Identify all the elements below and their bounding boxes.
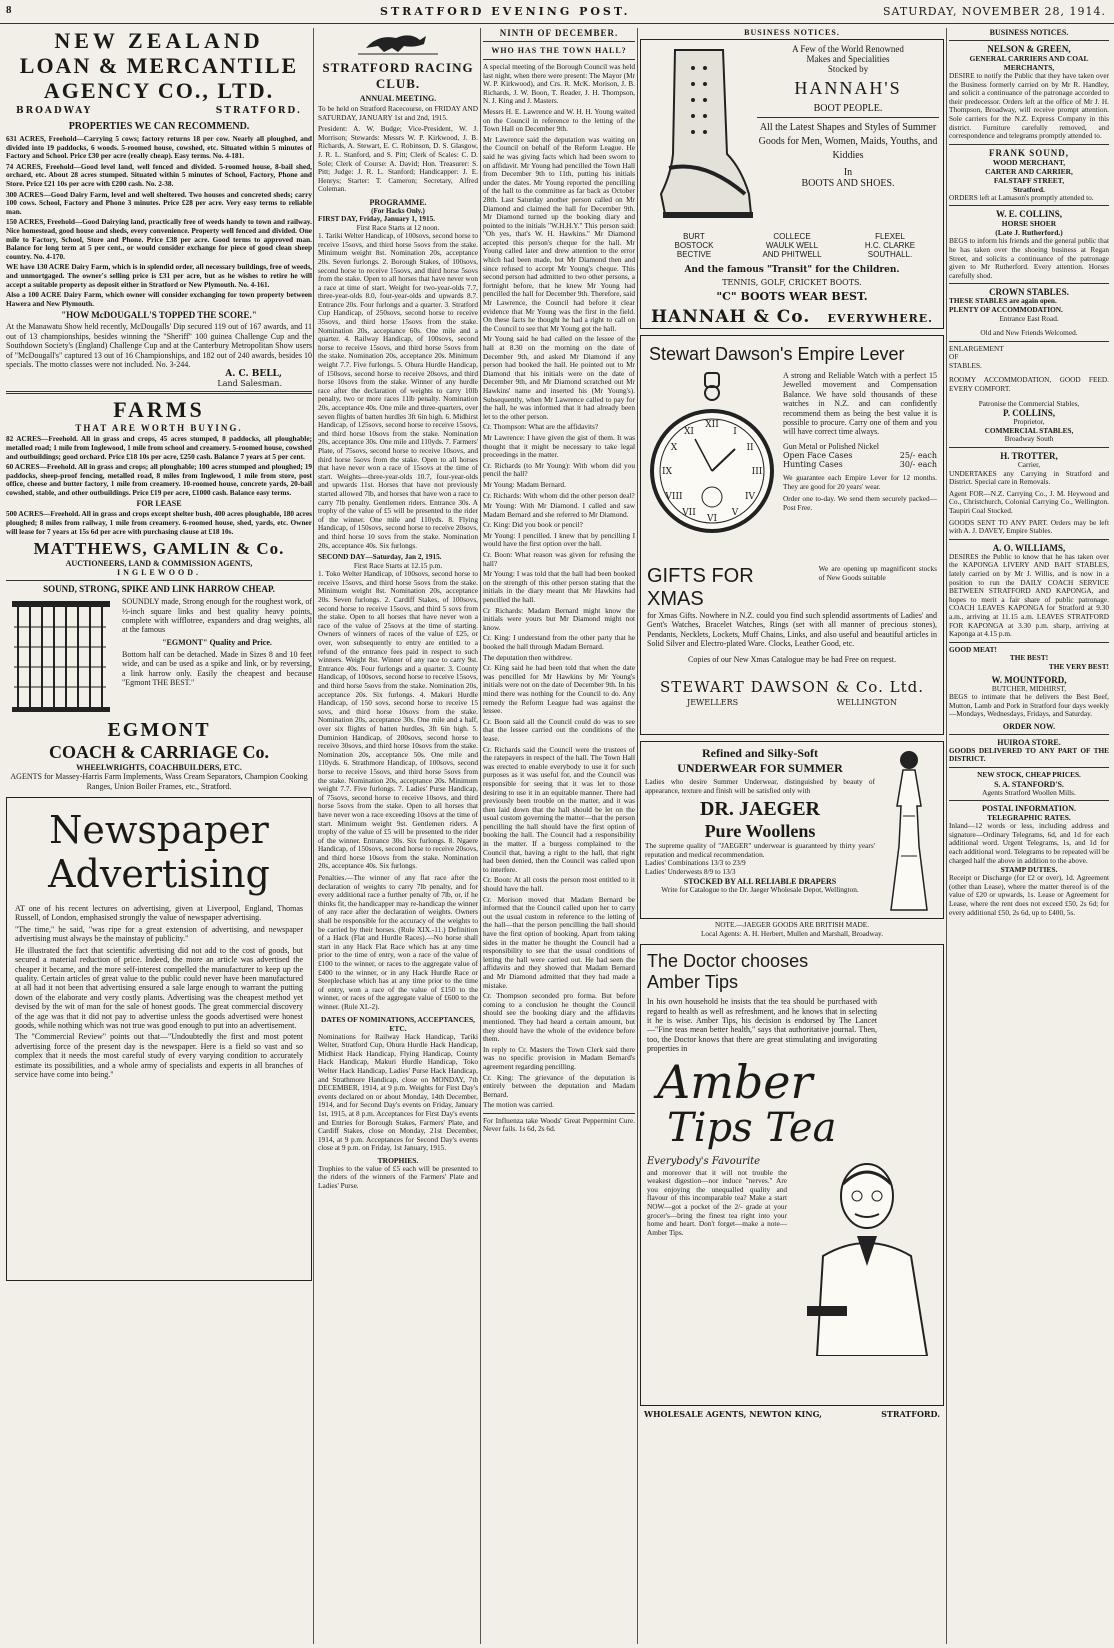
boot-illustration — [645, 44, 757, 228]
racing-penalties: Penalties.—The winner of any flat race after the declaration of weights to carry 7lb penalty, and for every additional race a further penalty of 7lb, or, if he thinks fit, the handicapper may re-handicap the winner of any race after the declaration of weights. Owners shall be responsible for the accuracy of the weights to be carried by their horses. (Rule XIX.-11.) Definition of a Hack (Flat and Hurdle Races).—No horse shall start in any Hack Flat Race which has at any time prior to the time of entry, won a race of the value of £100 to the winner, or races to the aggregate value of £400 to the winner, or in any Hack Hurdle Race or Steeplechase which has at any time prior to the time of entry, won a race of the value of £150 to the winner, or races of the aggregate value of £600 to the winner. (Rule XI.-2). — [318, 873, 478, 1011]
huiroa-title: HUIROA STORE. — [997, 737, 1061, 747]
jaeger-name-2: Pure Woollens — [704, 821, 816, 842]
hannah-line-4: BOOT PEOPLE. — [813, 103, 883, 114]
council-paragraph: Mr Young: I was told that the hall had been booked on the strength of this other person stating that the initials in the diary meant that Mr Hawkins had pencilled the hall. — [483, 569, 635, 605]
council-paragraph: Cr. Richards: With whom did the other person deal? — [483, 490, 635, 500]
jaeger-line-3: Ladies who desire Summer Underwear, distinguished by beauty of appearance, texture and finish will be satisfied only with — [645, 777, 875, 795]
harrow-body-2: Bottom half can be detached. Made in Sizes 8 and 10 feet wide, and can be used as a spike and link, or by reversing, a link harrow only. Easily the cheapest and because "Egmont THE BEST." — [122, 649, 312, 688]
c5-heading: BUSINESS NOTICES. — [989, 28, 1069, 37]
stamp-title: STAMP DUTIES. — [1000, 865, 1058, 875]
stewart-catalogue: Copies of our New Xmas Catalogue may be had Free on request. — [688, 654, 896, 664]
trotter-role: Carrier, — [1017, 460, 1041, 470]
egmont-title-1: EGMONT — [107, 719, 211, 742]
racing-officials: President: A. W. Budge; Vice-President, W. J. Morrison; Stewards: Messrs W. P. Kirkwood, J. B. Richards, A. Stewart, E. C. Robinson, D. S. Glasgow, J. R. L. Stanford, and S. Pitt; Clerk of Scales: C. D. Sole; Clerk of Course: A. David; Hon. Treasurer: S. Pitt; Judge: J. R. L. Stanford; Handicapper: J. E. Henrys; Starter: T. Cameron; Secretary, Alfred Coleman. — [318, 124, 478, 194]
nz-loan-listing: WE have 130 ACRE Dairy Farm, which is in splendid order, all necessary buildings, free of weeds, and unmortgaged. The owner's selling price is £31 per acre, but as he wishes to retire he will accept a suitable property as deposit either in Stratford or New Plymouth. No. 4-161. — [6, 262, 312, 289]
council-subheading: WHO HAS THE TOWN HALL? — [491, 46, 627, 55]
amber-body-2: and moreover that it will not trouble the weakest digestion—nor induce "nerves." Are you enjoying the unequalled quality and flavour of this incomparable tea? Make a start NOW—got a pocket of the 2/- grade at your grocer's—bring the finest tea right into your home and heart. Don't forget—make a note—Amber Tips. — [647, 1167, 787, 1237]
farms-subtitle: THAT ARE WORTH BUYING. — [75, 423, 243, 434]
advertising-paragraph: He illustrated the fact that scientific advertising did not add to the cost of goods, but secured a material reduction of price. Indeed, the more an article was advertised the cheaper it became, and the more self-interest compelled the manufacturer to keep up the quality. Certain articles of great value to the public could never have been manufactured at all had it not been that advertising ensured a sale large enough to warrant the putting down of the elaborate and very costly plants. Advertising was the cheapest method yet devised by the wit of man for the sale of honest goods. The great commercial discovery of the age was that it did not pay to advertise unless the goods advertised were honest goods, while nothing which was not true was good enough to put into an advertisement. — [15, 945, 303, 1030]
racing-subtitle: ANNUAL MEETING. — [359, 94, 437, 103]
hannah-maker: WAULK WELL — [765, 241, 819, 250]
sound-body: ORDERS left at Lamason's promptly attended to. — [949, 192, 1094, 202]
council-paragraph: In reply to Cr. Masters the Town Clerk said there was no specific provision in Madam Bernard's agreement regarding pencilling. — [483, 1044, 635, 1071]
nz-loan-address-right: STRATFORD. — [215, 106, 302, 116]
stewart-title: Stewart Dawson's Empire Lever — [649, 344, 905, 364]
stewart-price-2: 30/- each — [899, 460, 937, 470]
jaeger-ad — [640, 741, 944, 919]
racing-dates-body: Nominations for Railway Hack Handicap, Tariki Welter, Stratford Cup, Ohura Hurdle Hack Handicap, Midhirst Hack Handicap, Flying Handicap, County Hack Handicap, Makuri Hurdle Handicap, Toko Welter Hack Handicap, Ladies' Purse Hack Handicap, and Strathmore Handicap, close on MONDAY, 7th DECEMBER, 1914, at 9 p.m. Weights for First Day's events declared on or about Monday, 14th December, 1914, and for Second Day's events on Friday, January 1st, 1915, at 8 p.m. Acceptances for First Day's events and Entries for Borough Stakes, Farmers' Plate, and Cardiff Stakes, close on Monday, 21st December, 1914, at 9 p.m. Acceptances for Second Day's events close at 9 p.m. on Friday, 1st January, 1915. — [318, 1031, 478, 1153]
stewart-gifts-title: GIFTS FOR XMAS — [647, 565, 754, 610]
crown-line-3: Entrance East Road. — [999, 313, 1059, 323]
nz-loan-listing: 150 ACRES, Freehold—Good Dairying land, practically free of weeds handy to town and railway. Nice homestead, good house and sheds, every convenience. Property well fenced and divided. One mile to Factory, School, Store and Phone. Price £38 per acre. Good terms to approved man. Balance for long term at 5 per cent., or would consider exchange for piece of good clean sheep country. No. 4-170. — [6, 217, 312, 261]
council-paragraph: Mr Lawrence said the deputation was waiting on the Council on behalf of the Reform League. He said he was giving facts which had been sworn to on affidavit. Mr Young had pencilled the Town Hall from December 9th to 11th, putting his initials under the dates. Mr Young reported the pencilling of the hall to the committee as far back as October 28th. Last Saturday another person called on Mr Diamond and claimed the hall for December 9th. Mr Diamond turned up the booking diary and pointed to the initials "W.H.H.Y." This person said: "Oh yes, that's W. H. Hawkins." Mr Diamond accepted this person's cheque for the hall. Mr Young called later and drew attention to the error which had been made, but Mr Diamond then and since refused to accept Mr Young's cheque. This second person had admitted to two other persons, a fortnight before, that he knew Mr Young had pencilled the hall for December 9th. Therefore, said Mr Lawrence, the Council had before it clear evidence that Mr Young was the first in the field. On these facts he thought he had a right to call on the Council to see that Mr Young got the hall. — [483, 134, 635, 333]
sound-address: CARTER AND CARRIER, — [985, 166, 1073, 176]
matthews-town: INGLEWOOD. — [116, 568, 201, 578]
nelson-title: NELSON & GREEN, — [987, 44, 1071, 54]
pcollins-stables: COMMERCIAL STABLES, — [984, 425, 1074, 435]
advertising-paragraph: "The time," he said, "was ripe for a great extension of advertising, and newspaper advertising must always be the mainstay of publicity." — [15, 924, 303, 944]
jaeger-note: NOTE.—JAEGER GOODS ARE BRITISH MADE. — [714, 920, 870, 929]
stewart-gifts-side: We are opening up magnificent stocks of New Goods suitable — [818, 564, 937, 582]
council-paragraph: Cr. King: I understand from the other party that he booked the hall through Madam Bernard. — [483, 633, 635, 651]
hannah-line-2: Makes and Specialities — [806, 54, 890, 64]
crown-line-9: Patronise the Commercial Stables, — [978, 398, 1080, 408]
racing-day2-body: 1. Toko Welter Handicap, of 100sovs, second horse to receive 15sovs, and third horse 5sovs from the stake. Minimum weight 8st. Nomination 20s, acceptance 20s. Seven furlongs. 2. Cardiff Stakes, of 100sovs, second horse to receive 15sovs, and third 5 sovs from the stake. Open to all horses that have never won a race of the value of 25sovs at the time of starting. Owners of winners of races of the value of £25, or over, won subsequently to entry are entitled to a refund of the entrance fees paid in respect to such winners. Weight 8st. Winner of any race to carry 9st. Entrance 40s. Four furlongs and a quarter. 3. County Handicap, of 100sovs, second horse to receive 15sovs, and third horse 5sovs from the stake. Nomination 20s, acceptance 20s. Six furlongs. 4. Makuri Hurdle Handicap, of 150 sovs, second horse to receive 15 sovs, and third horse 10sovs from the stake. Nomination 20s, acceptance 30s. One mile and a half, over six flights of batten hurdles, 3ft 6in high. 5. Duminion Handicap, of 200sovs, second horse to receive 30sovs, and third horse 10sovs from the stake. Nomination 20s, acceptance 50s. One mile and 110yds. 6. Strathmore Handicap, of 100sovs, second horse to receive 15sovs, and third horse 5sovs from the stake. Nomination 20s, acceptance 20s. Minimum weight 7.7. Five furlongs. 7. Ladies' Purse Handicap, of 75sovs, second horse to receive 10sovs, and third horse 5sovs from the stake. Open to all horses that have never won a race exceeding 10sovs at the time of start. Minimum weight 9st. Gentlemen riders. A trophy of the value of £5 will be presented to the rider of the winner. Entrance 30s. Six furlongs. 8. Ngaere Handicap, of 150sovs, second horse to receive 20sovs, and third horse 10sovs from the stake. Nomination 20s, acceptance 40s. Six furlongs. — [318, 569, 478, 871]
egmont-agents: AGENTS for Massey-Harris Farm Implements, Wass Cream Separators, Champion Cooking Ranges, Union Boiler Frames, etc., Stratford. — [10, 772, 308, 791]
amber-logo-1: Amber — [657, 1054, 813, 1109]
column-3 — [483, 28, 635, 1644]
advertising-title-2: Advertising — [48, 852, 270, 897]
nz-loan-sign-name: A. C. BELL, — [225, 369, 282, 380]
crown-line-5: ENLARGEMENT — [949, 343, 1004, 353]
amber-footer-left: WHOLESALE AGENTS, NEWTON KING, — [644, 1409, 822, 1420]
crown-line-6: OF — [949, 352, 959, 362]
jaeger-line-2: UNDERWEAR FOR SUMMER — [677, 761, 843, 775]
trotter-body-2: Agent FOR—N.Z. Carrying Co., J. M. Heywood and Co., Christchurch, Colonial Carrying Co., Wellington. Taupiri Coal Stocked. — [949, 488, 1109, 515]
jaeger-line-8: Write for Catalogue to the Dr. Jaeger Wholesale Depot, Wellington. — [661, 884, 859, 894]
business-notices-heading: BUSINESS NOTICES. — [744, 28, 840, 37]
nz-loan-title-3: AGENCY CO., LTD. — [43, 78, 275, 103]
stewart-footer-left: JEWELLERS — [687, 698, 739, 708]
advertising-title-1: Newspaper — [49, 808, 269, 853]
hannah-line-3: Stocked by — [827, 64, 869, 74]
nz-loan-body: At the Manawatu Show held recently, McDougalls' Dip secured 119 out of 167 awards, and 11 out of 13 championships, besides winning the "Sheriff" 100 guinea Challenge Cup and the Southdown Society's (England) Challenge Cup and at the Canterbury Metropolitan Show users of "McDougall's" captured 13 out of 16 Championships, and 182 out of 240 awards, besides 10 specials. The motto classes were not included. No. 3-244. — [6, 322, 312, 369]
council-footer-ad: For Influenza take Woods' Great Peppermint Cure. Never fails. 1s 6d, 2s 6d. — [483, 1115, 635, 1134]
farms-lease-title: FOR LEASE — [136, 499, 182, 509]
hannah-line-8: And the famous "Transit" for the Children. — [684, 265, 900, 275]
hannah-line-10: "C" BOOTS WEAR BEST. — [716, 290, 868, 303]
crown-line-2: PLENTY OF ACCOMMODATION. — [949, 304, 1063, 314]
harrow-ad — [6, 584, 312, 791]
jaeger-line-1: Refined and Silky-Soft — [701, 746, 819, 760]
amber-tips-ad — [640, 944, 944, 1406]
nz-loan-listing: 300 ACRES—Good Dairy Farm, level and well sheltered. Two houses and concreted sheds; carry 100 cows. School, Factory and Phone 3 minutes. Price £28 per acre. Very easy terms to reliable man. — [6, 189, 312, 216]
jaeger-line-5: Ladies' Combinations 13/3 to 23/9 — [645, 858, 746, 868]
nelson-body: DESIRE to notify the Public that they have taken over the Business formerly carried on by Mr R. Handley, and solicit a continuance of the patronage accorded to their predecessor. Orders left at the office of Mr J. H. Thompson, Broadway, will receive prompt attention. Sole carriers for the N.Z. Express Company in this district. Furniture carefully removed, and correspondence and telegrams promptly attended to. — [949, 71, 1109, 141]
lady-figure-illustration — [879, 746, 939, 914]
advertising-paragraph: AT one of his recent lectures on advertising, given at Liverpool, England, Thomas Russell, of London, emphasised strongly the value of newspaper advertising. — [15, 904, 303, 923]
harrow-title: SOUND, STRONG, SPIKE AND LINK HARROW CHEAP. — [43, 584, 275, 595]
crown-title: CROWN STABLES. — [989, 287, 1069, 298]
harrow-quote: "EGMONT" Quality and Price. — [162, 637, 272, 647]
nelson-subtitle: GENERAL CARRIERS AND COAL MERCHANTS, — [969, 54, 1089, 72]
council-paragraph: Cr. Richards said the Council were the trustees of the ratepayers in respect of the hall. The Town Hall was erected to enable everybody to use it for such purposes as it was useful for, and the Council was responsible for seeing that it was let to those desiring to use it in an equitable manner. There had previously been trouble on the matter, and it was then laid down that the hall should be let on the usual custom governing the matter—that the person pencilling the hall should have the first option of booking the hall. The Council had a responsibility in the matter. If a burgess complained to the Council that, having a right to the hall, that right had been denied, then the Council was called upon to interfere. — [483, 744, 635, 874]
nz-loan-listing: Also a 100 ACRE Dairy Farm, which owner will consider exchanging for town property between Hawera and New Plymouth. — [6, 290, 312, 308]
collins-subtitle: HORSE SHOER — [1001, 219, 1057, 229]
column-2 — [318, 28, 478, 1644]
nz-loan-title-1: NEW ZEALAND — [54, 28, 264, 53]
svg-text:I: I — [733, 427, 737, 437]
farm-listing: 60 ACRES—Freehold. All in grass and crops; all ploughable; 100 acres stumped and ploughed; 19 paddocks, sheep-proof fencing, metalled road, 8 miles from Inglewood, 1 mile from store, post office, cheese and butter factory, 1 mile from creamery. 10-roomed house, concrete yards, 20-bail cowshed, stable, and other outbuildings. Price £19 per acre, £1000 cash. Balance easy terms. — [6, 462, 312, 497]
masthead — [0, 0, 1114, 24]
svg-text:II: II — [746, 443, 754, 453]
nz-loan-subtitle: PROPERTIES WE CAN RECOMMEND. — [68, 121, 250, 132]
collins-title: W. E. COLLINS, — [996, 209, 1062, 220]
jaeger-line-4: The supreme quality of "JAEGER" underwear is guaranteed by thirty years' reputation and medical recommendation. — [645, 841, 875, 859]
hannah-maker: BURT — [683, 232, 705, 241]
amber-body: In his own household he insists that the tea should be purchased with regard to health as well as refreshment, and he knows that in selecting it he is wise. Amber Tips, his decision is endorsed by The Lancet—"Fine teas mean better health," says that authoritative journal. Then, too, the Doctor knows that there are great stimulating and invigorating properties in — [647, 997, 877, 1054]
hannah-line-1: A Few of the World Renowned — [792, 44, 904, 54]
farms-listings — [6, 435, 312, 497]
stewart-price-2-label: Hunting Cases — [783, 460, 843, 470]
nz-loan-listing: 74 ACRES, Freehold—Good level land, well fenced and divided. 5-roomed house, 8-bail shed, orchard, etc. About 28 acres stumped. Situated within 5 minutes of School, Factory, Phone and Store. Price £21 10s per acre with £200 cash. No. 2-38. — [6, 161, 312, 188]
nz-loan-sign-role: Land Salesman. — [217, 379, 282, 389]
huiroa-body: GOODS DELIVERED TO ANY PART OF THE DISTRICT. — [949, 745, 1109, 764]
svg-text:VI: VI — [706, 514, 718, 524]
sound-title: FRANK SOUND, — [988, 147, 1069, 158]
council-heading: NINTH OF DECEMBER. — [499, 28, 619, 38]
racing-intro: To be held on Stratford Racecourse, on FRIDAY AND SATURDAY, JANUARY 1st and 2nd, 1915. — [318, 104, 478, 122]
racing-programme-sub: (For Hacks Only.) — [371, 206, 425, 215]
horse-racing-icon — [318, 28, 478, 56]
jaeger-agents: Local Agents: A. H. Herbert, Mullen and Marshall, Broadway. — [700, 928, 884, 938]
council-paragraph: Cr. King said he had been told that when the date was pencilled for Mr Hawkins by Mr Young's initials were not on the date of December 9th. In his mind there was nothing for the Council to do. Any remedy the Reform League had was against the lessee. — [483, 663, 635, 716]
telegraphic-title: TELEGRAPHIC RATES. — [987, 813, 1071, 823]
hannah-line-6: In — [843, 167, 853, 178]
hannah-makers-list — [645, 232, 939, 259]
crown-line-8: ROOMY ACCOMMODATION, GOOD FEED. EVERY COMFORT. — [949, 375, 1109, 394]
telegraphic-body: Inland—12 words or less, including address and signature—Ordinary Telegrams, 6d, and 1d for each additional word. Urgent Telegrams, 1s, and 1d for each additional word. Telegrams to be repeated will be charged half the above in addition to the above. — [949, 821, 1109, 865]
council-paragraph: Cr. Richards (to Mr Young): With whom did you pencil the hall? — [483, 460, 635, 479]
nz-loan-listings — [6, 135, 312, 308]
amber-logo-2: Tips Tea — [667, 1104, 837, 1151]
hannah-line-5: All the Latest Shapes and Styles of Summer Goods for Men, Women, Maids, Youths, and Kiddies — [758, 122, 938, 161]
newspaper-name: STRATFORD EVENING POST. — [380, 5, 631, 18]
mountford-name: W. MOUNTFORD, — [991, 674, 1067, 685]
svg-text:XI: XI — [684, 427, 694, 437]
council-paragraph: Mr Young: Madam Bernard. — [483, 479, 566, 489]
advertising-article — [6, 797, 312, 1281]
meat-line-3: THE VERY BEST! — [1048, 661, 1109, 671]
order-now: ORDER NOW. — [1002, 721, 1056, 731]
svg-text:IX: IX — [662, 467, 672, 477]
hannah-footer-tag: EVERYWHERE. — [827, 312, 933, 325]
amber-footer-right: STRATFORD. — [881, 1409, 940, 1420]
egmont-subtitle: WHEELWRIGHTS, COACHBUILDERS, ETC. — [76, 763, 242, 773]
racing-dates-title: DATES OF NOMINATIONS, ACCEPTANCES, ETC. — [320, 1014, 476, 1033]
svg-text:III: III — [751, 467, 763, 477]
amber-title-1: The Doctor chooses — [647, 951, 809, 972]
hannah-footer-name: HANNAH & Co. — [651, 307, 811, 327]
stanfords-title: S. A. STANFORD'S. — [994, 779, 1064, 789]
nz-loan-listing: 631 ACRES, Freehold—Carrying 5 cows; factory returns 18 per cow. Nearly all ploughed, and divided into 19 paddocks, 6 woods. 5-roomed house, cowshed, etc. Situated within 5 minutes of Factory and School. Price £30 per acre (really cheap). Easy terms. No. 4-181. — [6, 134, 312, 161]
council-paragraph: Cr. Boon said all the Council could do was to see that the lessee carried out the conditions of the lease. — [483, 716, 635, 743]
racing-day2-start: First Race Starts at 12.15 p.m. — [353, 560, 443, 570]
stewart-price-intro: Gun Metal or Polished Nickel — [783, 441, 879, 451]
hannah-maker: FLEXEL — [875, 232, 905, 241]
farms-ad — [6, 397, 312, 577]
harrow-body-1: SOUNDLY made, Strong enough for the roughest work, of ½-inch square links and best quality heavy points, complete with wifflotree, expanders and drag weights, all at the famous — [122, 597, 312, 635]
council-paragraph: Mr Young: With Mr Diamond. I called and saw Madam Bernard and she referred to Mr Diamond. — [483, 501, 635, 519]
nz-loan-ad — [6, 28, 312, 388]
farms-lease-body: 500 ACRES—Freehold. All in grass and crops except shelter bush, 400 acres ploughable, 180 acres ploughed; 8 miles from railway, 1 mile from creamery. 6-roomed house, shed, yards, etc. Owner will lease for 7 years at 15s 6d per acre with purchasing clause at £18 10s. — [6, 509, 312, 536]
pcollins-name: P. COLLINS, — [1003, 408, 1055, 419]
hannah-line-7: BOOTS AND SHOES. — [801, 178, 895, 189]
matthews-subtitle: AUCTIONEERS, LAND & COMMISSION AGENTS, — [65, 559, 253, 569]
column-4 — [640, 28, 944, 1644]
collins-body: BEGS to inform his friends and the general public that he has taken over the shoeing business at Regan Street, and solicits a continuance of the patronage given to Mr Rutherford. Every attention. Horses carefully shod. — [949, 236, 1109, 280]
svg-text:VIII: VIII — [665, 492, 683, 502]
pcollins-role: Proprietor, — [1013, 417, 1045, 427]
racing-trophies-body: Trophies to the value of £5 each will be presented to the riders of the winners of the Farmers' Plate and Ladies' Purse. — [318, 1163, 478, 1191]
column-5 — [949, 28, 1109, 1644]
council-paragraph: Mr Young said he had called on the lessee of the hall at 8.30 on the morning on the date of December 9th, and asked Mr Diamond if any person had booked the hall. He pointed out to Mr Diamond that his initials were on the date of December 9th, and Mr Diamond scratched out Mr Hawkins' name and inserted his (Mr Young's). Subsequently, when Mr Lawrence called to pay for the hall, he was informed that it had already been let to the other person. — [483, 334, 635, 421]
trotter-title: H. TROTTER, — [1000, 451, 1058, 462]
issue-date: SATURDAY, NOVEMBER 28, 1914. — [883, 5, 1106, 18]
racing-day1: FIRST DAY, Friday, January 1, 1915. — [318, 213, 436, 223]
crown-line-7: STABLES. — [949, 360, 982, 370]
svg-text:XII: XII — [705, 420, 719, 430]
council-paragraph: Mr Lawrence: I have given the gist of them. It was thought that it might be necessary to take legal proceedings in the matter. — [483, 432, 635, 460]
hannah-line-9: TENNIS, GOLF, CRICKET BOOTS. — [722, 278, 862, 287]
stanfords-body: Agents Stratford Woollen Mills. — [982, 787, 1076, 797]
hannah-maker: BECTIVE — [676, 250, 712, 259]
meat-line-1: GOOD MEAT! — [949, 644, 997, 654]
advertising-paragraph: The "Commercial Review" points out that—"Undoubtedly the first and most potent advertising force of the present day is the newspaper. Here is a field so vast and so complex that it needs the most careful study of every varying condition to accurately estimate its possibilities, and a whole army of specialists and experts in all branches of service have come into being." — [15, 1032, 303, 1079]
jaeger-line-6: Ladies' Underwests 8/9 to 13/3 — [645, 866, 736, 876]
amber-tagline: Everybody's Favourite — [647, 1155, 761, 1167]
doctor-portrait-illustration — [787, 1156, 937, 1356]
council-paragraph: Cr. Thompson: What are the affidavits? — [483, 422, 599, 432]
stewart-guarantee: We guarantee each Empire Lever for 12 months. They are good for 20 years' wear. — [783, 473, 937, 491]
crown-line-1: THESE STABLES are again open. — [949, 296, 1057, 306]
sound-address-2: FALSTAFF STREET, — [993, 175, 1065, 185]
svg-text:V: V — [731, 508, 739, 518]
svg-text:X: X — [670, 443, 678, 453]
council-paragraph: Messrs H. E. Lawrence and W. H. H. Young waited on the Council in reference to the letting of the Town Hall on December 9th. — [483, 106, 635, 134]
stewart-dawson-ad — [640, 335, 944, 735]
jaeger-name: DR. JAEGER — [699, 798, 820, 821]
hannah-maker: COLLECE — [773, 232, 811, 241]
stewart-footer-right: WELLINGTON — [836, 698, 897, 708]
pcollins-location: Broadway South — [1004, 434, 1054, 444]
racing-day1-start: First Race Starts at 12 noon. — [356, 222, 440, 232]
hannah-maker: AND PHITWELL — [762, 250, 822, 259]
sound-subtitle: WOOD MERCHANT, — [992, 157, 1066, 167]
advertising-body — [15, 904, 303, 1079]
council-paragraph: Cr. King: Did you book or pencil? — [483, 520, 583, 530]
stewart-price-1-label: Open Face Cases — [783, 451, 853, 461]
williams-title: A. O. WILLIAMS, — [992, 542, 1066, 553]
new-stock-line: NEW STOCK, CHEAP PRICES. — [977, 770, 1081, 780]
nz-loan-title-2: LOAN & MERCANTILE — [19, 53, 299, 78]
collins-late: (Late J. Rutherford.) — [995, 228, 1063, 238]
stewart-price-1: 25/- each — [899, 451, 937, 461]
nz-loan-address-left: BROADWAY — [16, 106, 93, 116]
page-number: 8 — [6, 4, 14, 16]
farm-listing: 82 ACRES—Freehold. All in grass and crops, 45 acres stumped, 8 paddocks, all ploughable; metalled road; 1 mile from Inglewood, 1 mile from school and creamery. 5-roomed house, cowshed and outbuildings; good orchard. Price £18 10s per acre, £250 cash. Balance 7 years at 5 per cent. — [6, 434, 312, 461]
council-paragraph: Cr. Boon: At all costs the person most entitled to it should have the hall. — [483, 875, 635, 894]
racing-day1-body: 1. Tariki Welter Handicap, of 100sovs, second horse to receive 15sovs, and third horse 5sovs from the stake. Minimum weight 8st. Nomination 20s, acceptance 20s. Seven furlongs. 2. Borough Stakes, of 100sovs, second horse to receive 15sovs, and third horse 5sovs from the stake. Open to all horses that have never won a race at time of start. Weight for two-year-olds 7.7, three-year-olds 8.0, four-year-olds and upwards 8.7. Entrance 20s. Four furlongs and a quarter. 3. Stratford Cup Handicap, of 250sovs, second horse to receive 35sovs, and third horse 15sovs from the stake. Nomination 20s, acceptance 60s. One mile and a quarter. 4. Railway Handicap, of 100sovs, second horse to receive 15sovs, and third horse 5sovs from the stake. Nomination 20s, acceptance 20s. Minimum weight 7.7. Five furlongs. 5. Ohura Hurdle Handicap, of 150sovs, second horse to receive 20sovs, and third horse 10sovs from the stake. Winner of any hurdle race after the declaration of weights to carry 10lb penalty, two or more races 11lb penalty. Nomination 20s, acceptance 40s. One mile and three-quarters, over seven flights of batten hurdles 3ft 6in high. 6. Midhirst Handicap, of 125sovs, second horse to receive 15sovs, and third horse 10sovs from the stake. Nomination 20s, acceptance 30s. One mile and 110yds. 7. Farmers' Plate, of 75sovs, second horse to receive 10sovs, and third horse 5sovs from the stake. Open to all horses that have never won a race of 15sovs at the time of start. Weights—three-year-olds 10.7, four-year-olds and upwards 11st. Horses that have not previously started allowed 7lb, and horses that have won a race to carry 7lb penalty. Gentlemen riders. Entrance 30s. A trophy of the value of £5 will be presented to the rider of the winner. One mile and 110yds. 8. Flying Handicap, of 150sovs, second horse to receive 20sovs, and third horse 10 sovs from the stake. Nomination 20s, acceptance 40s. Six furlongs. — [318, 231, 478, 550]
council-paragraph: Cr. Thompson seconded pro forma. But before coming to a conclusion he thought the Council should see the booking diary and the affidavits mentioned. They had heard a certain amount, but they should have the whole of the evidence before them. — [483, 991, 635, 1044]
meat-line-2: THE BEST! — [1009, 653, 1049, 663]
council-paragraph: Mr Young: I pencilled. I knew that by pencilling I would have the first option over the hall. — [483, 530, 635, 549]
hannah-maker: BOSTOCK — [674, 241, 714, 250]
council-paragraph: Cr. Morison moved that Madam Bernard be informed that the Council called upon her to carry out the usual custom in reference to the letting of the hall—that the person pencilling the hall should have the first option of booking. Apart from taking sides in the matter he thought the Council had a responsibility to see that the usual conditions of letting the hall were carried out. He had seen the affidavits and they showed that Madam Bernard and Mr Diamond admitted that they had made a mistake. — [483, 894, 635, 990]
council-paragraph: Cr Richards: Madam Bernard might know the initials were yours but Mr Diamond might not know. — [483, 605, 635, 632]
racing-programme: PROGRAMME. — [369, 197, 427, 207]
hannah-maker: H.C. CLARKE — [864, 241, 916, 250]
stamp-body: Receipt or Discharge (for £2 or over), 1d. Agreement (other than Lease), where the matter thereof is of the value of £20 or upwards, 1s. Lease or Agreement for Lease, where the rent does not exceed £50, 2s 6d; for every additional £50, 2s 6d, up to £400, 5s. — [949, 873, 1109, 917]
svg-text:VII: VII — [682, 508, 696, 518]
farms-title: FARMS — [113, 397, 205, 423]
racing-day2: SECOND DAY—Saturday, Jan 2, 1915. — [318, 552, 442, 562]
hannah-maker: SOUTHALL. — [867, 250, 913, 259]
harrow-illustration — [6, 597, 116, 717]
council-paragraph: A special meeting of the Borough Council was held last night, when there were present: The Mayor (Mr W. P. Kirkwood), and Crs. R. McK. Morison, J. B. Richards, J. W. Boon, T. Reader, J. H. Thompson, N. J. King and J. Masters. — [483, 62, 635, 106]
crown-line-4: Old and New Friends Welcomed. — [980, 328, 1078, 338]
meat-body: BEGS to intimate that he delivers the Best Beef, Mutton, Lamb and Pork in Stratford four days weekly—Mondays, Wednesdays, Fridays, and Saturday. — [949, 692, 1109, 719]
racing-trophies-title: TROPHIES. — [377, 1155, 419, 1165]
stewart-company: STEWART DAWSON & Co. Ltd. — [660, 678, 924, 697]
svg-text:IV: IV — [744, 492, 756, 502]
trotter-body-3: GOODS SENT TO ANY PART. Orders may be left with A. J. DAVEY, Empire Stables. — [949, 517, 1109, 536]
amber-title-2: Amber Tips — [647, 972, 739, 993]
williams-body: DESIRES the Public to know that he has taken over the KAPONGA LIVERY AND BAIT STABLES, lately carried on by Mr J. Willis, and is now in a position to run the DAILY COACH SERVICE BETWEEN STRATFORD AND KAPONGA, and hopes to merit a fair share of public patronage. COACH LEAVES KAPONGA for Stratford at 9.30 a.m., arriving at 11.15 a.m. LEAVES STRATFORD FOR KAPONGA at 3.30 p.m. sharp, arriving at Kaponga at 4.15 p.m. — [949, 551, 1109, 639]
stewart-body: A strong and Reliable Watch with a perfect 15 Jewelled movement and Compensation Balance. We have sold thousands of these watches in N.Z. and can confidently recommend them as being the best value it is possible to procure. Carry one of them and you will have correct time always. — [783, 371, 937, 437]
council-article-body — [483, 63, 635, 1110]
column-1 — [6, 28, 312, 1644]
jaeger-line-7: STOCKED BY ALL RELIABLE DRAPERS — [683, 876, 837, 886]
egmont-title-2: COACH & CARRIAGE Co. — [49, 742, 269, 763]
nz-loan-quote: "HOW McDOUGALL'S TOPPED THE SCORE." — [61, 310, 257, 321]
postal-title: POSTAL INFORMATION. — [982, 804, 1076, 814]
council-paragraph: Cr. Boon: What reason was given for refusing the hall? — [483, 550, 635, 568]
racing-title: STRATFORD RACING CLUB. — [322, 60, 474, 91]
hannah-ad — [640, 39, 944, 329]
mountford-role: BUTCHER, MIDHIRST, — [991, 683, 1067, 693]
council-paragraph: The motion was carried. — [483, 1100, 554, 1110]
stewart-order: Order one to-day. We send them securely packed—Post Free. — [783, 494, 937, 513]
matthews-title: MATTHEWS, GAMLIN & Co. — [33, 539, 285, 559]
hannah-name: HANNAH'S — [794, 78, 902, 98]
sound-town: Stratford. — [1013, 184, 1045, 194]
council-paragraph: The deputation then withdrew. — [483, 652, 573, 662]
pocket-watch-illustration — [647, 371, 777, 561]
trotter-body: UNDERTAKES any Carrying in Stratford and District. Special care in Removals. — [949, 468, 1109, 487]
stewart-gifts-body: for Xmas Gifts. Nowhere in N.Z. could you find such splendid assortments of Ladies' and Gent's Watches, Bracelet Watches, Rings (set with all manner of precious stones), Pendants, Necklets, Lockets, Muff Chains, Links, and also useful and beautiful articles in Solid Silver and Electro-plated Ware. Clocks, Leather Good, etc. — [647, 611, 937, 649]
council-paragraph: Cr. King: The grievance of the deputation is entirely between the deputation and Madam Bernard. — [483, 1072, 635, 1099]
